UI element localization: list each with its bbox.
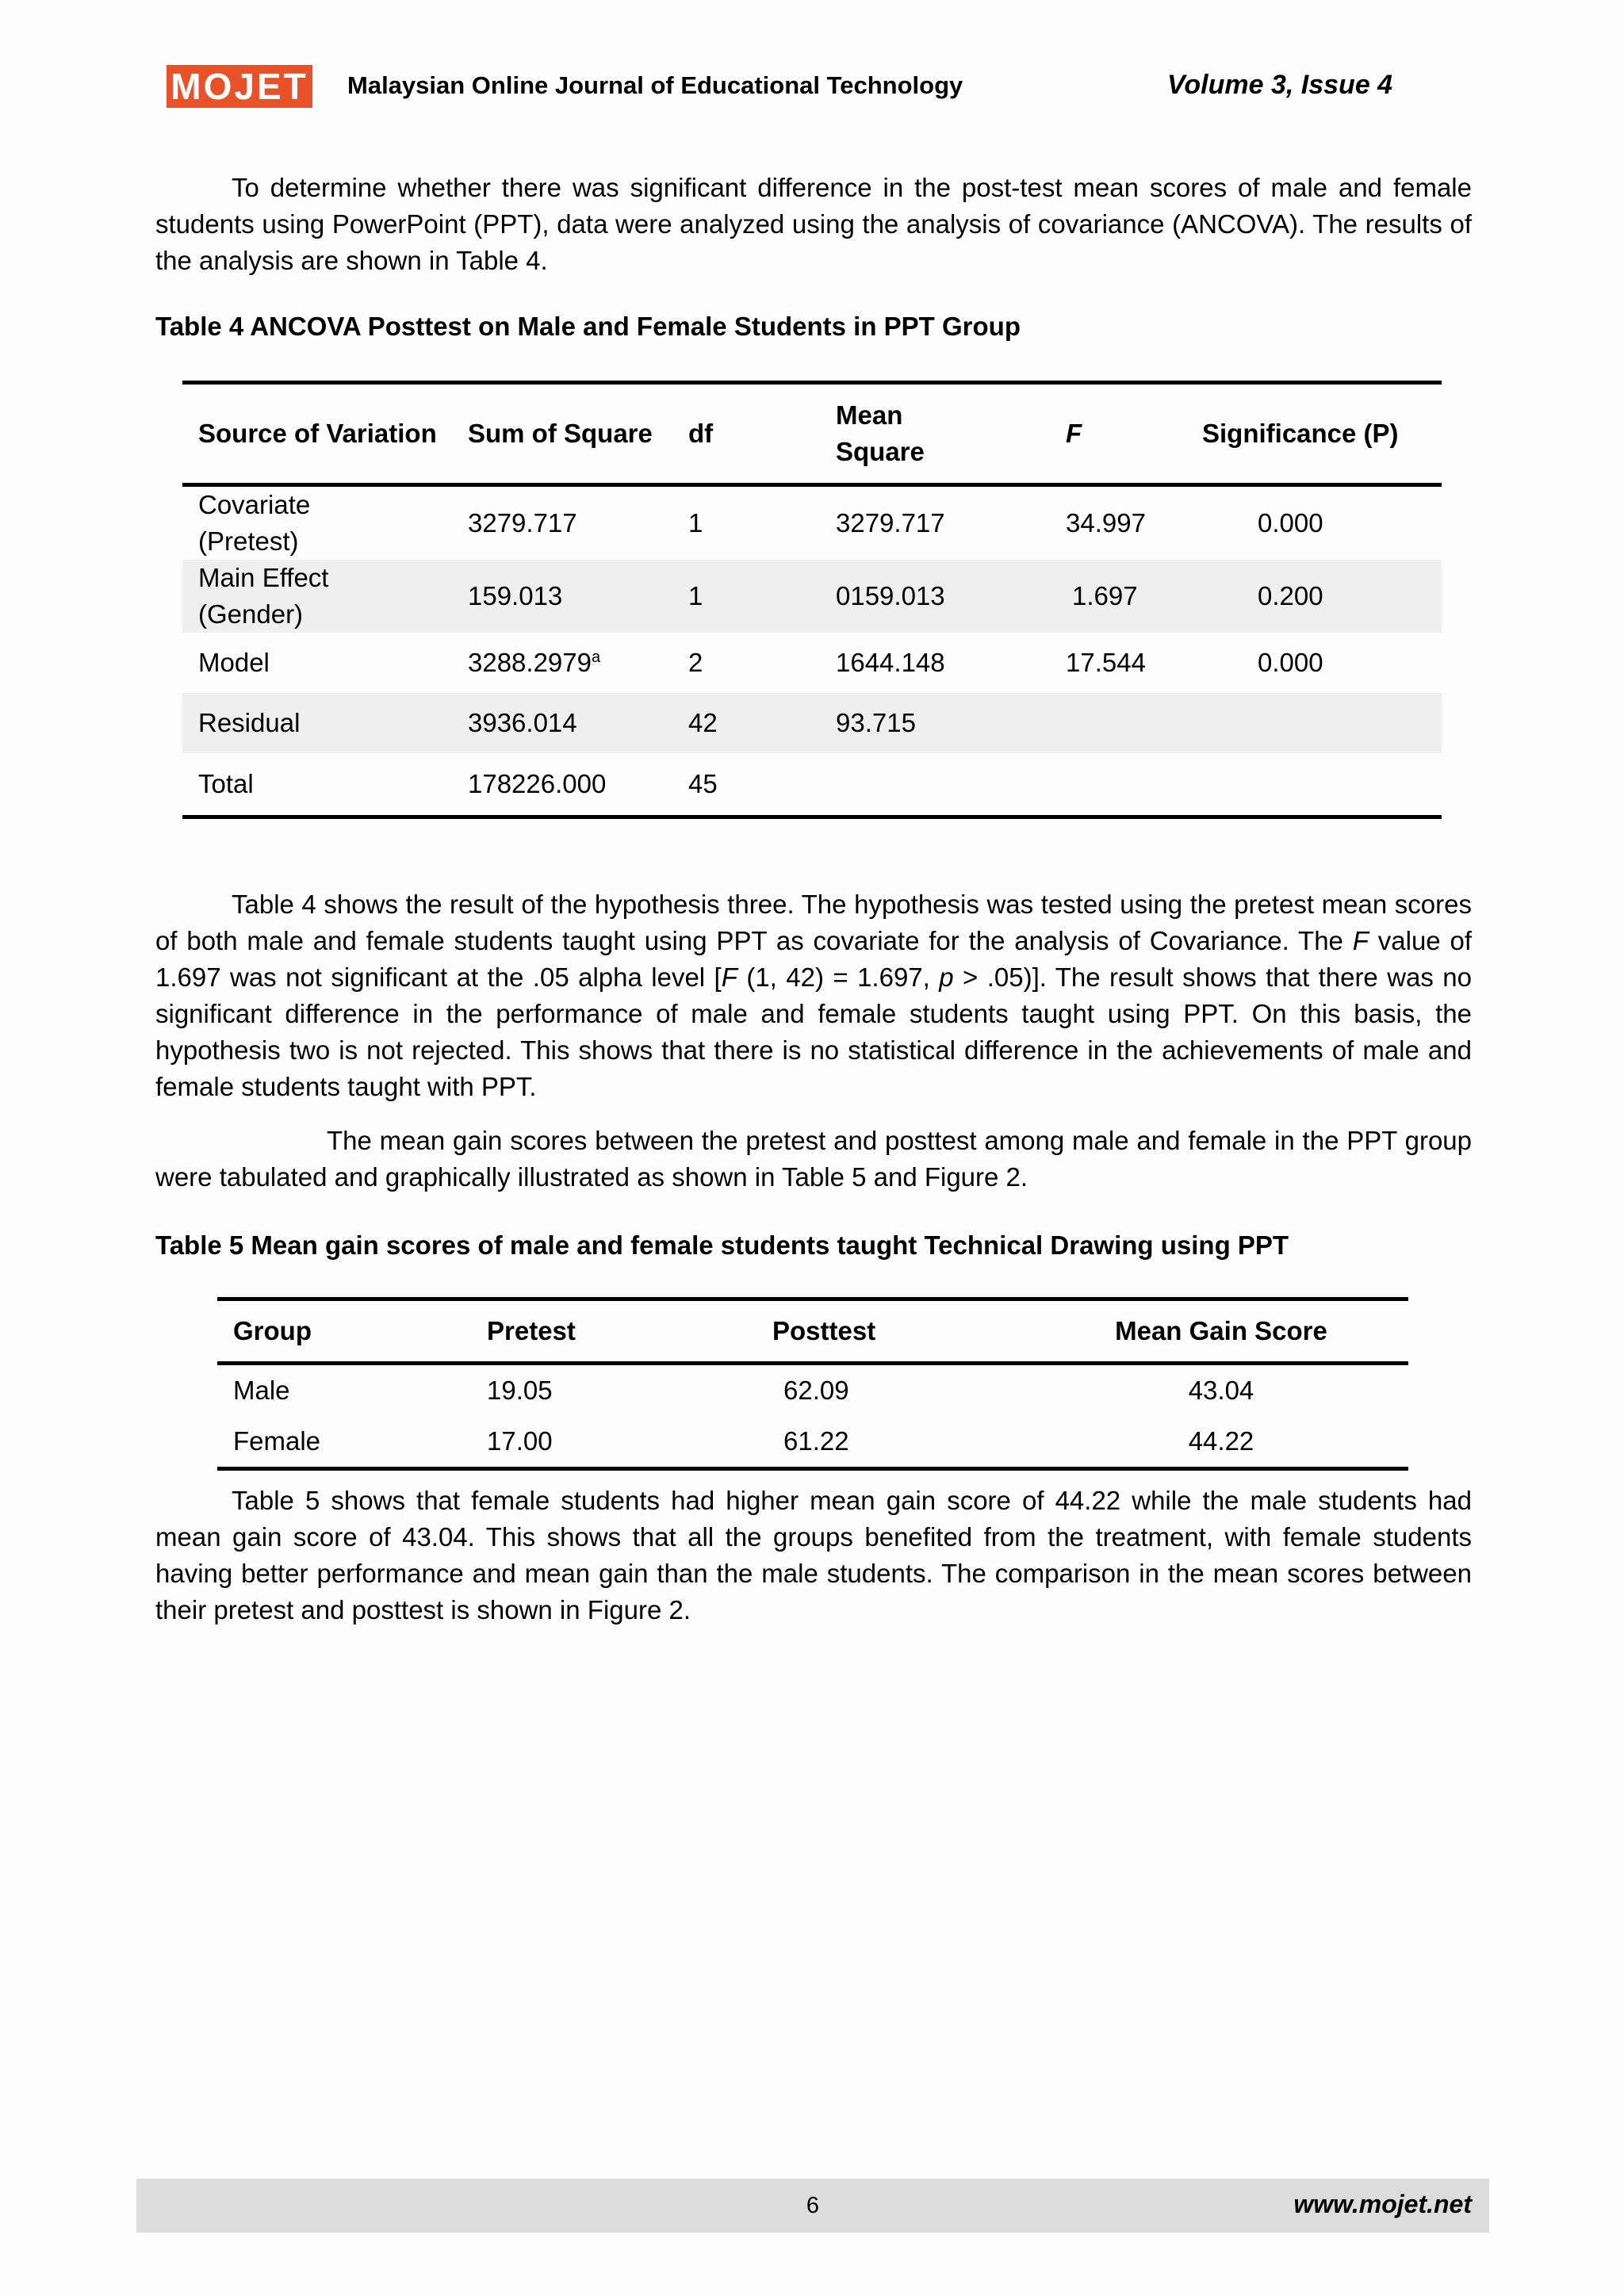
table-cell: 1 (688, 508, 703, 538)
table5-header: Mean Gain Score (1034, 1299, 1408, 1364)
table-cell: 45 (672, 753, 820, 817)
table-cell (1034, 693, 1202, 753)
table-cell: 61.22 (749, 1416, 1034, 1469)
table-cell: 17.00 (487, 1416, 749, 1469)
table5-caption: Table 5 Mean gain scores of male and female students taught Technical Drawing using PPT (155, 1230, 1289, 1260)
table5-header-row (217, 1299, 1408, 1364)
table-row (182, 753, 1442, 817)
table-cell: 178226.000 (452, 753, 672, 817)
table4-header: Significance (P) (1202, 383, 1442, 485)
text-run: Table 4 shows the result of the hypothesis three. The hypothesis was tested using the pretest mean scores of both male and female students taught using PPT as covariate for the analysis of Covariance. The (155, 890, 1472, 955)
table-cell: 0.000 (1258, 508, 1323, 538)
table-cell: 44.22 (1034, 1416, 1408, 1469)
paragraph-gain-result: Table 5 shows that female students had higher mean gain score of 44.22 while the male students had mean gain score of 43.04. This shows that all the groups benefited from the treatment, with female students having better performance and mean gain than the male students. The comparison in the mean scores between their pretest and posttest is shown in Figure 2. (155, 1486, 1472, 1624)
table-cell: Female (217, 1416, 487, 1469)
footnote-marker: a (592, 649, 601, 666)
table-cell: 42 (672, 693, 820, 753)
website-link[interactable]: www.mojet.net (1293, 2190, 1472, 2218)
table-cell: 3936.014 (452, 693, 672, 753)
text-run: > .05)]. The result shows that there was no significant difference in the performance of male and female students taught using PPT. On this basis, the hypothesis two is not rejected. This shows that there is no statistical difference in the achievements of male and female students taught with PPT. (155, 962, 1473, 1101)
table4-header: F (1034, 383, 1202, 485)
table-cell: 93.715 (820, 693, 1034, 753)
italic-f: F (721, 962, 737, 992)
table-cell: Residual (182, 693, 452, 753)
table4-header: Sum of Square (452, 383, 672, 485)
journal-title: Malaysian Online Journal of Educational Technology (347, 71, 963, 99)
table-row (182, 485, 1442, 561)
table-cell: Male (233, 1376, 290, 1405)
page-footer (136, 2179, 1489, 2233)
table5-mean-gain (217, 1297, 1408, 1471)
table-cell (452, 633, 672, 693)
table-cell: 1.697 (1034, 560, 1202, 633)
table-cell: 159.013 (452, 560, 672, 633)
table-row (217, 1364, 1408, 1417)
table-cell: 0159.013 (820, 560, 1034, 633)
table5-header: Pretest (487, 1299, 749, 1364)
table-row (182, 633, 1442, 693)
paragraph-hypothesis (155, 886, 1472, 1105)
table4-caption: Table 4 ANCOVA Posttest on Male and Female Students in PPT Group (155, 312, 1021, 341)
table-cell (182, 560, 452, 633)
table4-header-row (182, 383, 1442, 485)
table5-header: Posttest (749, 1299, 1034, 1364)
table4-header (820, 383, 1034, 485)
table-cell: 43.04 (1188, 1376, 1254, 1405)
cell-text: 3288.2979 (468, 648, 592, 677)
table-cell: 34.997 (1066, 508, 1146, 538)
table-cell: 17.544 (1066, 648, 1146, 677)
volume-issue: Volume 3, Issue 4 (1167, 70, 1393, 100)
cell-text: Main Effect (Gender) (198, 563, 329, 629)
table5-header: Group (217, 1299, 487, 1364)
table-cell: 1644.148 (836, 648, 945, 677)
table-cell (1202, 693, 1442, 753)
table-cell (820, 753, 1034, 817)
paragraph-intro: To determine whether there was significant difference in the post-test mean scores of male and female students using PowerPoint (PPT), data were analyzed using the analysis of covariance (ANCOVA). The results of the analysis are shown in Table 4. (155, 173, 1472, 275)
italic-p: p (939, 962, 954, 992)
table-row (182, 693, 1442, 753)
text-run: value of 1.697 was not significant at the .05 alpha level [ (155, 926, 1472, 992)
table-cell (1034, 753, 1202, 817)
page-number: 6 (806, 2193, 820, 2218)
table-row (182, 560, 1442, 633)
paragraph-gain-intro: The mean gain scores between the pretest and posttest among male and female in the PPT group were tabulated and graphically illustrated as shown in Table 5 and Figure 2. (155, 1126, 1472, 1192)
table4-header: Source of Variation (182, 383, 452, 485)
italic-f: F (1352, 926, 1369, 955)
table-cell: 0.000 (1258, 648, 1323, 677)
table-row (217, 1416, 1408, 1469)
table-cell: 1 (672, 560, 820, 633)
table-cell (1202, 753, 1442, 817)
text-run: (1, 42) = 1.697, (737, 962, 940, 992)
table-cell: 0.200 (1202, 560, 1442, 633)
table-cell: 3279.717 (836, 508, 945, 538)
table-cell: 19.05 (487, 1376, 553, 1405)
cell-text: Covariate (Pretest) (198, 490, 311, 556)
table-cell: 2 (688, 648, 703, 677)
table-cell: Model (198, 648, 270, 677)
table4-ancova (182, 381, 1442, 819)
table4-header: df (672, 383, 820, 485)
table-cell: Total (182, 753, 452, 817)
table-cell: 3279.717 (468, 508, 577, 538)
table4-header-text: Mean Square (836, 400, 925, 466)
journal-logo: MOJET (167, 65, 312, 108)
table-cell (182, 485, 452, 561)
table-cell: 62.09 (783, 1376, 849, 1405)
